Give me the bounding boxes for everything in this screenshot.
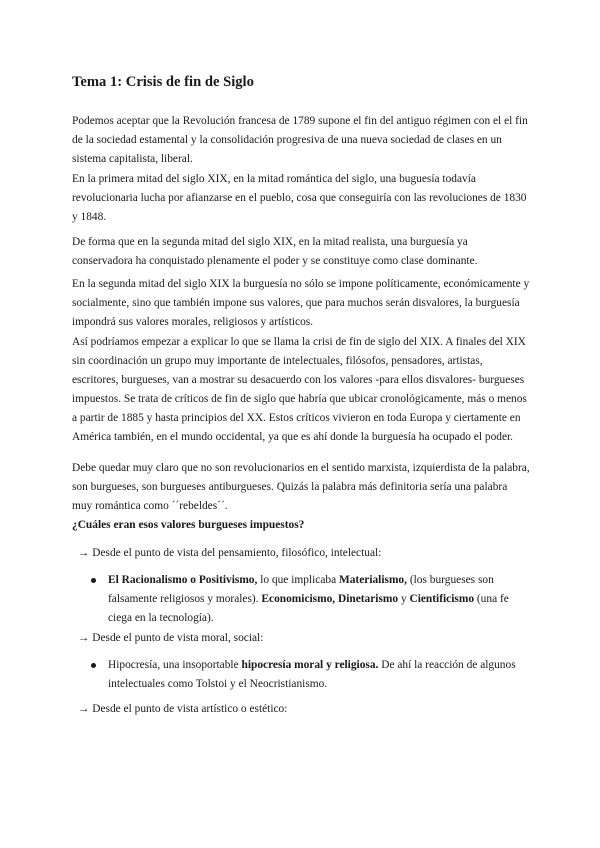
section-artistic-heading: → Desde el punto de vista artístico o estético: [78, 703, 288, 715]
values-question-heading: ¿Cuáles eran esos valores burgueses impuestos? [72, 519, 305, 531]
paragraph-3: De forma que en la segunda mitad del siglo XIX, en la mitad realista, una burguesía ya conservadora ha conquistado plenamente el poder y se constituye como clase dominante. [72, 236, 478, 267]
bold-economicism: Economicismo, Dinetarismo [261, 593, 399, 605]
bullet-dot [91, 578, 96, 583]
bold-hypocrisy: hipocresía moral y religiosa. [241, 659, 379, 671]
paragraph-5: Así podríamos empezar a explicar lo que se llama la crisi de fin de siglo del XIX. A finales del XIX sin coordinación un grupo muy importante de intelectuales, filósofos, pensadores, artistas, escritores, burgueses, van a mostrar su desacuerdo con los valores -para ellos disvalores- burgueses impuestos. Se trata de críticos de fin de siglo que habría que ubicar cronológicamente, más o menos a partir de 1885 y hasta principios del XX. Estos críticos vivieron en toda Europa y ciertamente en América también, en el mundo occidental, ya que es ahí donde la burguesía ha ocupado el poder. [72, 336, 527, 443]
section-intellectual-heading: → Desde el punto de vista del pensamiento, filosófico, intelectual: [78, 547, 382, 559]
bold-materialism: Materialismo, [338, 574, 407, 586]
paragraph-4: En la segunda mitad del siglo XIX la burguesía no sólo se impone políticamente, económicamente y socialmente, sino que también impone sus valores, que para muchos serán disvalores, la burguesía impondrá sus valores morales, religiosos y artísticos. [72, 278, 530, 328]
paragraph-2: En la primera mitad del siglo XIX, en la mitad romántica del siglo, una buguesía todavía revolucionaria lucha por afianzarse en el pueblo, cosa que conseguiría con las revoluciones de 1830 y 1848. [72, 173, 527, 223]
text-segment: De ahí la reacción de algunos intelectuales como Tolstoi y el Neocristianismo. [108, 659, 516, 690]
document-title: Tema 1: Crisis de fin de Siglo [72, 74, 254, 90]
text-segment: (una fe ciega en la tecnología). [108, 593, 509, 624]
text-segment: (los burgueses son falsamente religiosos y morales). [108, 574, 494, 605]
text-segment: Hipocresía, una insoportable [108, 659, 242, 671]
bullet-dot [91, 663, 96, 668]
paragraph-6: Debe quedar muy claro que no son revolucionarios en el sentido marxista, izquierdista de la palabra, son burgueses, son burgueses antiburgueses. Quizás la palabra más definitoria sería una palabra muy romántica como ´´rebeldes´´. [72, 462, 530, 512]
text-segment: lo que implicaba [257, 574, 339, 586]
bullet-moral [108, 656, 532, 694]
text-segment: y [398, 593, 410, 605]
bold-rationalism: El Racionalismo o Positivismo, [108, 574, 258, 586]
paragraph-1: Podemos aceptar que la Revolución francesa de 1789 supone el fin del antiguo régimen con el el fin de la sociedad estamental y la consolidación progresiva de una nueva sociedad de clases en un sistema capitalista, liberal. [72, 115, 528, 165]
section-moral-heading: → Desde el punto de vista moral, social: [78, 632, 264, 644]
bold-scientism: Cientificismo [409, 593, 475, 605]
bullet-intellectual [108, 571, 532, 628]
